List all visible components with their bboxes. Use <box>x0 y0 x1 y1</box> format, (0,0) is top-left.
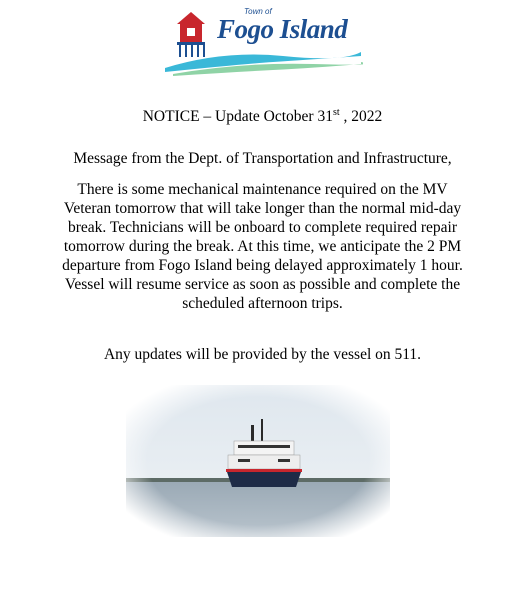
logo-town-of: Town of <box>244 7 272 16</box>
body-line: departure from Fogo Island being delayed approximately 1 hour. <box>62 257 463 274</box>
notice-body <box>20 180 505 313</box>
body-line: break. Technicians will be onboard to complete required repair <box>68 219 457 236</box>
notice-title-superscript: st <box>332 107 340 118</box>
message-from: Message from the Dept. of Transportation and Infrastructure, <box>73 150 452 167</box>
fogo-island-logo <box>163 6 363 80</box>
logo-brand-name: Fogo Island <box>217 14 348 44</box>
body-line: tomorrow during the break. At this time, we anticipate the 2 PM <box>63 238 462 255</box>
notice-title-year: , 2022 <box>339 108 383 126</box>
body-line: There is some mechanical maintenance required on the MV <box>77 181 448 198</box>
body-line: scheduled afternoon trips. <box>182 295 343 312</box>
notice-title <box>0 107 525 126</box>
updates-note: Any updates will be provided by the vessel on 511. <box>103 346 422 363</box>
body-line: Vessel will resume service as soon as possible and complete the <box>64 276 461 293</box>
notice-title-text: NOTICE – Update October 31 <box>142 108 333 126</box>
ferry-photo <box>126 385 390 537</box>
body-line: Veteran tomorrow that will take longer than the normal mid-day <box>63 200 462 217</box>
